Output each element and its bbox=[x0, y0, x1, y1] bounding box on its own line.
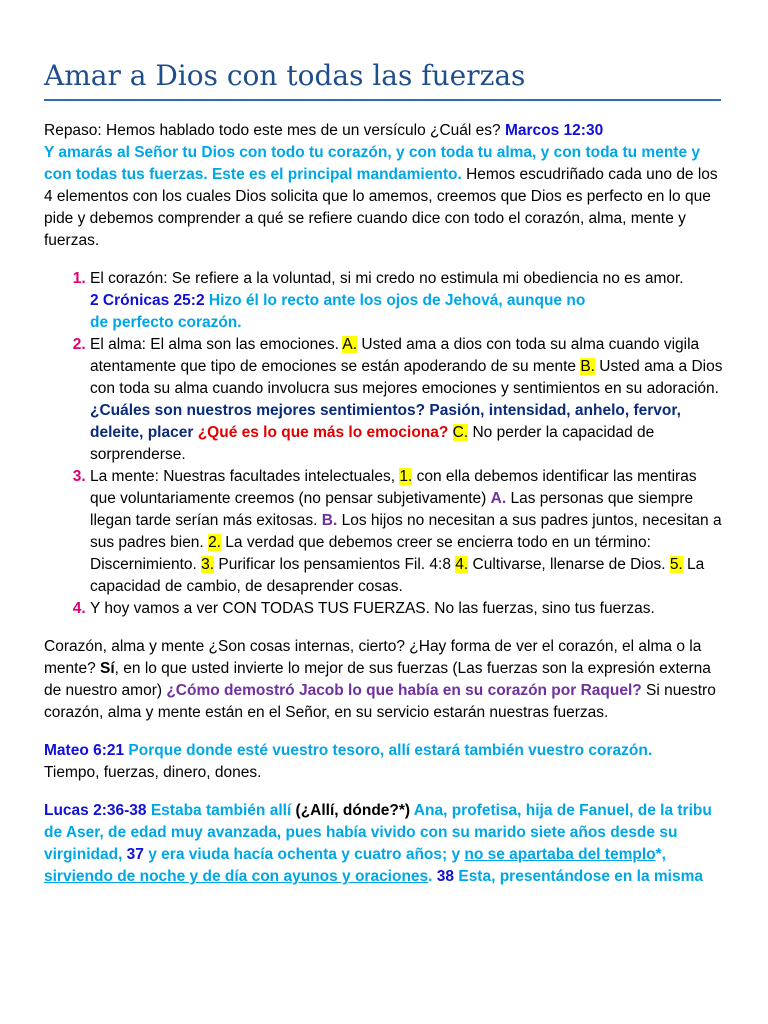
list-item-mind bbox=[90, 466, 724, 598]
p2-text-2: , en lo que usted invierte lo mejor de sus fuerzas (Las fuerzas son la expresión externa de nuestro amor) bbox=[44, 660, 711, 699]
soul-text-1: El alma: El alma son las emociones. bbox=[90, 336, 339, 353]
lucas-verse-2: Ana, profetisa, hija de Fanuel, de la tribu de Aser, de edad muy avanzada, pues había vivido con su marido siete años desde su virginidad, bbox=[44, 802, 712, 863]
lucas-reference: Lucas 2:36-38 bbox=[44, 802, 147, 819]
lucas-underline-2: sirviendo de noche y de día con ayunos y oraciones bbox=[44, 868, 429, 885]
verse-number-37: 37 bbox=[122, 846, 144, 863]
list-item-heart bbox=[90, 268, 724, 334]
lucas-star: *, bbox=[655, 846, 666, 863]
mind-marker-3: 3. bbox=[201, 556, 215, 573]
soul-marker-c: C. bbox=[452, 424, 469, 441]
lucas-aside: (¿Allí, dónde?*) bbox=[291, 802, 411, 819]
paragraph-inner-things bbox=[44, 636, 724, 724]
mind-text-6: Purificar los pensamientos Fil. 4:8 bbox=[214, 556, 451, 573]
mind-text-8: La capacidad de cambio, de desaprender cosas. bbox=[90, 556, 705, 595]
p2-text-3: Si nuestro corazón, alma y mente están en el Señor, en su servicio estarán nuestras fuerzas. bbox=[44, 682, 716, 721]
mind-point-a: A. bbox=[490, 490, 507, 507]
list-item-soul bbox=[90, 334, 724, 466]
mind-text-4: Los hijos no necesitan a sus padres juntos, necesitan a sus padres bien. bbox=[90, 512, 722, 551]
soul-marker-a: A. bbox=[342, 336, 358, 353]
lucas-dot: . bbox=[428, 868, 433, 885]
document-body bbox=[44, 120, 724, 904]
soul-text-3: Usted ama a Dios con toda su alma cuando involucra sus mejores emociones y sentimientos en su adoración. bbox=[90, 358, 723, 397]
mind-marker-4: 4. bbox=[455, 556, 469, 573]
p2-question: ¿Cómo demostró Jacob lo que había en su corazón por Raquel? bbox=[162, 682, 642, 699]
strength-text: Y hoy vamos a ver CON TODAS TUS FUERZAS. No las fuerzas, sino tus fuerzas. bbox=[90, 600, 655, 617]
mind-point-b: B. bbox=[321, 512, 338, 529]
verse-number-38: 38 bbox=[432, 868, 455, 885]
paragraph-lucas bbox=[44, 800, 724, 888]
intro-reference: Marcos 12:30 bbox=[504, 122, 604, 139]
mateo-reference: Mateo 6:21 bbox=[44, 742, 125, 759]
title-underline bbox=[44, 99, 721, 101]
intro-lead: Repaso: Hemos hablado todo este mes de un versículo ¿Cuál es? bbox=[44, 122, 501, 139]
list-item-strength bbox=[90, 598, 724, 620]
mind-marker-5: 5. bbox=[669, 556, 683, 573]
page-title: Amar a Dios con todas las fuerzas bbox=[44, 59, 526, 92]
intro-verse: Y amarás al Señor tu Dios con todo tu corazón, y con toda tu alma, y con toda tu mente y con todas tus fuerzas. Este es el principal mandamiento. bbox=[44, 144, 700, 183]
heart-verse-a: Hizo él lo recto ante los ojos de Jehová, aunque no bbox=[208, 292, 586, 309]
p2-text-1: Corazón, alma y mente ¿Son cosas internas, cierto? ¿Hay forma de ver el corazón, el alma o la mente? bbox=[44, 638, 702, 677]
lucas-verse-1: Estaba también allí bbox=[146, 802, 292, 819]
mind-text-2: con ella debemos identificar las mentiras que voluntariamente creemos (no pensar subjetivamente) bbox=[90, 468, 697, 507]
heart-text: El corazón: Se refiere a la voluntad, si mi credo no estimula mi obediencia no es amor. bbox=[90, 270, 684, 287]
paragraph-mateo bbox=[44, 740, 724, 784]
lucas-verse-3: y era viuda hacía ochenta y cuatro años; y bbox=[143, 846, 465, 863]
mateo-text: Tiempo, fuerzas, dinero, dones. bbox=[44, 764, 262, 781]
lucas-underline-1: no se apartaba del templo bbox=[464, 846, 656, 863]
mind-marker-2: 2. bbox=[208, 534, 221, 551]
soul-text-2: Usted ama a dios con toda su alma cuando vigila atentamente que tipo de emociones se están apoderando de su mente bbox=[90, 336, 700, 375]
soul-marker-b: B. bbox=[580, 358, 595, 375]
soul-text-4: No perder la capacidad de sorprenderse. bbox=[90, 424, 655, 463]
intro-text: Hemos escudriñado cada uno de los 4 elementos con los cuales Dios solicita que lo amemos, creemos que Dios es perfecto en lo que pide y debemos comprender a qué se refiere cuando dice con todo el corazón, alma, mente y fuerzas. bbox=[44, 166, 718, 249]
soul-question-1: ¿Cuáles son nuestros mejores sentimientos? Pasión, intensidad, anhelo, fervor, deleite, placer bbox=[90, 402, 681, 441]
elements-list bbox=[44, 268, 724, 620]
mind-text-7: Cultivarse, llenarse de Dios. bbox=[468, 556, 666, 573]
mind-text-1: La mente: Nuestras facultades intelectuales, bbox=[90, 468, 396, 485]
p2-si: Sí bbox=[95, 660, 115, 677]
mind-text-3: Las personas que siempre llegan tarde serían más exitosas. bbox=[90, 490, 694, 529]
mateo-verse: Porque donde esté vuestro tesoro, allí estará también vuestro corazón. bbox=[124, 742, 653, 759]
mind-marker-1: 1. bbox=[399, 468, 413, 485]
soul-question-2: ¿Qué es lo que más lo emociona? bbox=[193, 424, 449, 441]
heart-verse-b: de perfecto corazón. bbox=[90, 314, 242, 331]
mind-text-5: La verdad que debemos creer se encierra todo en un término: Discernimiento. bbox=[90, 534, 651, 573]
lucas-verse-4: Esta, presentándose en la misma bbox=[454, 868, 704, 885]
intro-paragraph bbox=[44, 120, 724, 252]
heart-reference: 2 Crónicas 25:2 bbox=[90, 292, 205, 309]
